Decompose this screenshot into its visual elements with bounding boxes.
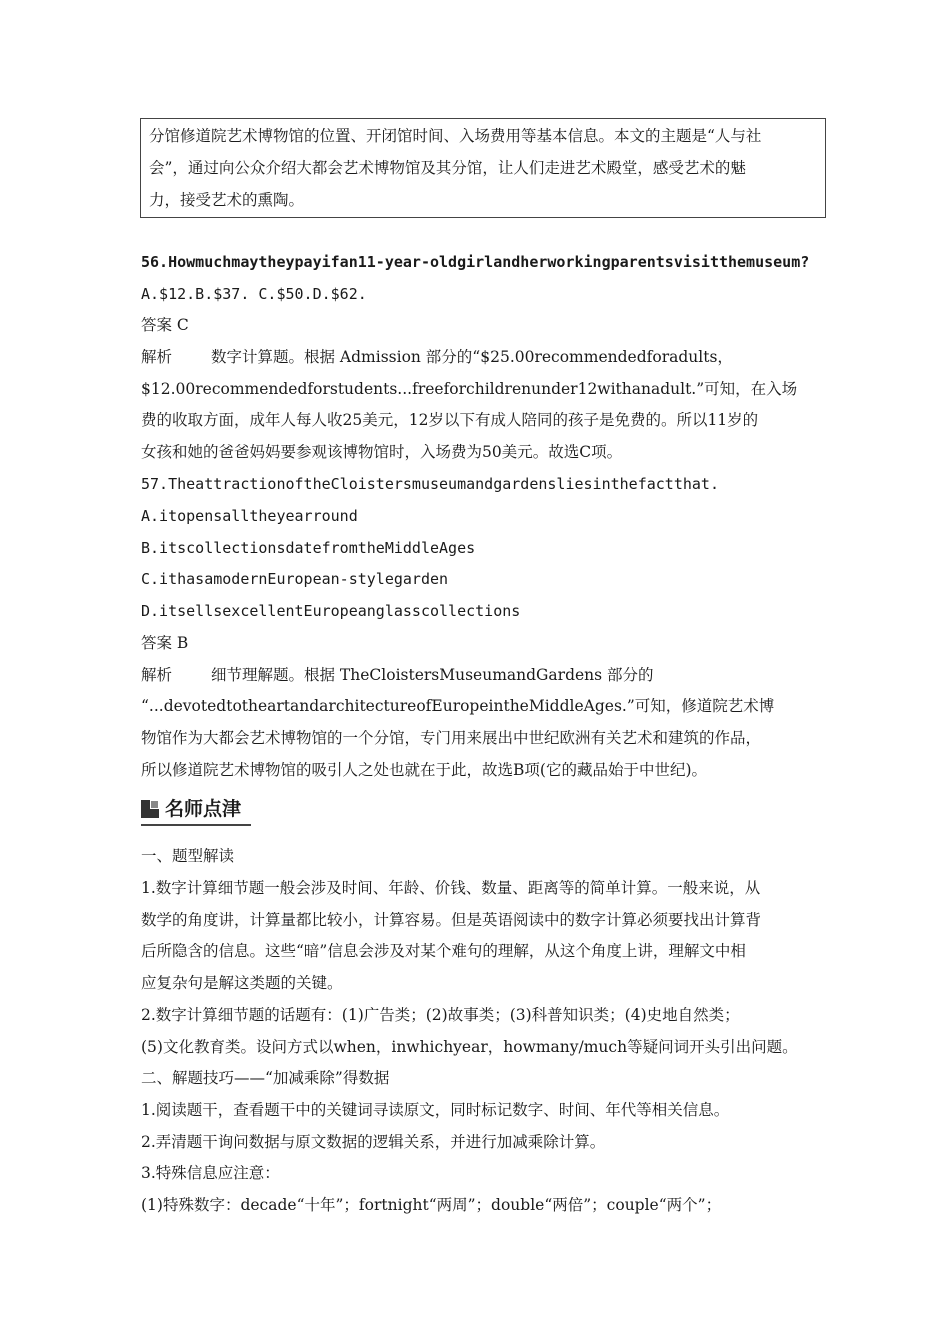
question-57-answer: 答案 B bbox=[141, 634, 189, 652]
tips-line: 数学的角度讲，计算量都比较小，计算容易。但是英语阅读中的数字计算必须要找出计算背 bbox=[141, 911, 762, 929]
question-57: 57.TheattractionoftheCloistersmuseumandgardensliesinthefactthat. bbox=[141, 475, 719, 493]
question-56: 56.Howmuchmaytheypayifan11-year-oldgirlandherworkingparentsvisitthemuseum? bbox=[141, 253, 810, 271]
tips-line: 后所隐含的信息。这些“暗”信息会涉及对某个难句的理解，从这个角度上讲，理解文中相 bbox=[141, 942, 746, 960]
tips-line: 应复杂句是解这类题的关键。 bbox=[141, 974, 343, 992]
tips-line: 1.阅读题干，查看题干中的关键词寻读原文，同时标记数字、时间、年代等相关信息。 bbox=[141, 1101, 730, 1119]
question-57-analysis-line-1 bbox=[141, 664, 654, 686]
question-57-option-a: A.itopensalltheyearround bbox=[141, 507, 358, 525]
summary-line: 分馆修道院艺术博物馆的位置、开闭馆时间、入场费用等基本信息。本文的主题是“人与社 bbox=[149, 127, 762, 145]
analysis-label: 解析 bbox=[141, 348, 173, 366]
question-56-analysis-line: $12.00recommendedforstudents...freeforchildrenunder12withanadult.”可知，在入场 bbox=[141, 380, 798, 398]
analysis-text: 数字计算题。根据 Admission 部分的“$25.00recommendedforadults， bbox=[211, 348, 733, 366]
tips-line: 2.弄清题干询问数据与原文数据的逻辑关系，并进行加减乘除计算。 bbox=[141, 1133, 606, 1151]
question-56-analysis-line-1 bbox=[141, 346, 733, 368]
heading-underline bbox=[141, 824, 251, 826]
summary-box bbox=[140, 118, 826, 218]
tips-line: 3.特殊信息应注意： bbox=[141, 1164, 280, 1182]
question-56-answer: 答案 C bbox=[141, 316, 189, 334]
question-57-analysis-line: 所以修道院艺术博物馆的吸引人之处也就在于此，故选B项(它的藏品始于中世纪)。 bbox=[141, 761, 707, 779]
question-57-analysis-line: “...devotedtotheartandarchitectureofEuropeintheMiddleAges.”可知，修道院艺术博 bbox=[141, 697, 775, 715]
tips-heading-text: 名师点津 bbox=[165, 798, 242, 820]
tips-line: 二、解题技巧——“加减乘除”得数据 bbox=[141, 1069, 390, 1087]
summary-line: 力，接受艺术的熏陶。 bbox=[149, 191, 305, 209]
question-57-analysis-line: 物馆作为大都会艺术博物馆的一个分馆，专门用来展出中世纪欧洲有关艺术和建筑的作品， bbox=[141, 729, 762, 747]
tips-line: (1)特殊数字：decade“十年”；fortnight“两周”；double“两倍”；couple“两个”； bbox=[141, 1196, 722, 1214]
question-57-option-d: D.itsellsexcellentEuropeanglasscollections bbox=[141, 602, 521, 620]
tips-line: 2.数字计算细节题的话题有：(1)广告类；(2)故事类；(3)科普知识类；(4)史地自然类； bbox=[141, 1006, 740, 1024]
tips-line: 一、题型解读 bbox=[141, 847, 235, 865]
analysis-text: 细节理解题。根据 TheCloistersMuseumandGardens 部分的 bbox=[211, 666, 654, 684]
question-56-analysis-line: 女孩和她的爸爸妈妈要参观该博物馆时，入场费为50美元。故选C项。 bbox=[141, 443, 623, 461]
tips-line: (5)文化教育类。设问方式以when，inwhichyear，howmany/much等疑问词开头引出问题。 bbox=[141, 1038, 798, 1056]
question-57-option-b: B.itscollectionsdatefromtheMiddleAges bbox=[141, 539, 476, 557]
summary-line: 会”，通过向公众介绍大都会艺术博物馆及其分馆，让人们走进艺术殿堂，感受艺术的魅 bbox=[149, 159, 746, 177]
tips-line: 1.数字计算细节题一般会涉及时间、年龄、价钱、数量、距离等的简单计算。一般来说，从 bbox=[141, 879, 761, 897]
section-marker-icon bbox=[141, 800, 159, 818]
analysis-label: 解析 bbox=[141, 666, 173, 684]
question-56-analysis-line: 费的收取方面，成年人每人收25美元，12岁以下有成人陪同的孩子是免费的。所以11岁的 bbox=[141, 411, 759, 429]
question-56-options: A.$12.B.$37. C.$50.D.$62. bbox=[141, 285, 367, 303]
question-57-option-c: C.ithasamodernEuropean-stylegarden bbox=[141, 570, 449, 588]
